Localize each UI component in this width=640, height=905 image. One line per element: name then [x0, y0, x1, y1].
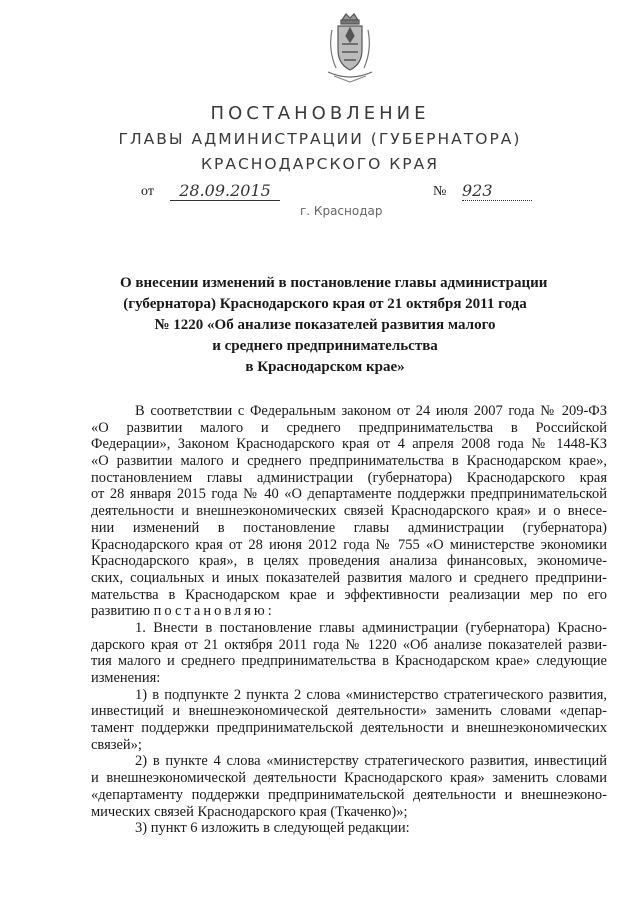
body-line: нии изменений в постановление главы администрации (губернатора) [91, 519, 607, 536]
document-body [91, 403, 607, 837]
body-line: 2) в пункте 4 слова «министерству стратегического развития, инвестиций [135, 753, 607, 770]
city-name: г. Краснодар [300, 204, 383, 218]
body-line: постановлением главы администрации (губернатора) Краснодарского края [91, 469, 607, 486]
body-line: связей»; [91, 736, 142, 753]
body-line: 1. Внести в постановление главы администрации (губернатора) Красно- [135, 619, 607, 636]
issuer-heading-line-2: КРАСНОДАРСКОГО КРАЯ [200, 155, 440, 173]
body-line: 3) пункт 6 изложить в следующей редакции: [135, 820, 410, 837]
body-line: «департаменту поддержки предпринимательской деятельности и внешнеэконо- [91, 786, 607, 803]
body-line: В соответствии с Федеральным законом от 24 июля 2007 года № 209-ФЗ [135, 403, 607, 419]
title-line: в Краснодарском крае» [245, 359, 405, 375]
document-title [120, 273, 548, 378]
date-label: от [141, 184, 154, 199]
body-line: мательства в Краснодарском крае и эффективности реализации мер по его [91, 586, 607, 603]
body-line: «О развитии малого и среднего предпринимательства в Краснодарском крае», [91, 453, 607, 470]
body-line-resolve: развитию постановляю: [91, 603, 275, 620]
resolve-word: постановляю: [153, 603, 275, 620]
number-label: № [433, 184, 447, 199]
body-line: мических связей Краснодарского края (Ткаченко)»; [91, 803, 408, 820]
body-line: Краснодарского края», в целях проведения анализа финансовых, экономиче- [91, 553, 607, 570]
title-line: и среднего предпринимательства [212, 338, 438, 354]
decree-date: 28.09.2015 [170, 181, 280, 201]
body-line: «О развитии малого и среднего предпринимательства в Российской [91, 419, 607, 436]
body-line: изменения: [91, 670, 161, 686]
body-line: Краснодарского края от 28 июня 2012 года № 755 «О министерстве экономики [91, 536, 607, 553]
body-line: Федерации», Законом Краснодарского края от 4 апреля 2008 года № 1448-КЗ [91, 436, 607, 453]
title-line: (губернатора) Краснодарского края от 21 октября 2011 года [123, 296, 527, 312]
document-type-heading: ПОСТАНОВЛЕНИЕ [210, 103, 430, 124]
body-line: ских, социальных и иных показателей развития малого и среднего предприни- [91, 569, 607, 586]
body-line: деятельности и внешнеэкономических связей Краснодарского края» и о внесе- [91, 503, 607, 520]
body-line: инвестиций и внешнеэкономической деятельности» заменить словами «депар- [91, 703, 607, 720]
body-line: 1) в подпункте 2 пункта 2 слова «министерство стратегического развития, [135, 686, 607, 703]
body-line: от 28 января 2015 года № 40 «О департаменте поддержки предпринимательской [91, 486, 607, 503]
body-line: дарского края от 21 октября 2011 года № 1220 «Об анализе показателей разви- [91, 636, 607, 653]
body-line: тия малого и среднего предпринимательства в Краснодарском крае» следующие [91, 653, 607, 670]
body-line: и внешнеэкономической деятельности Краснодарского края» заменить словами [91, 770, 607, 787]
title-line: № 1220 «Об анализе показателей развития малого [154, 317, 496, 333]
issuer-heading-line-1: ГЛАВЫ АДМИНИСТРАЦИИ (ГУБЕРНАТОРА) [118, 130, 522, 148]
title-line: О внесении изменений в постановление главы администрации [120, 275, 548, 291]
decree-number: 923 [462, 181, 532, 201]
body-line: тамент поддержки предпринимательской деятельности и внешнеэкономических [91, 720, 607, 737]
coat-of-arms-icon [324, 10, 376, 86]
